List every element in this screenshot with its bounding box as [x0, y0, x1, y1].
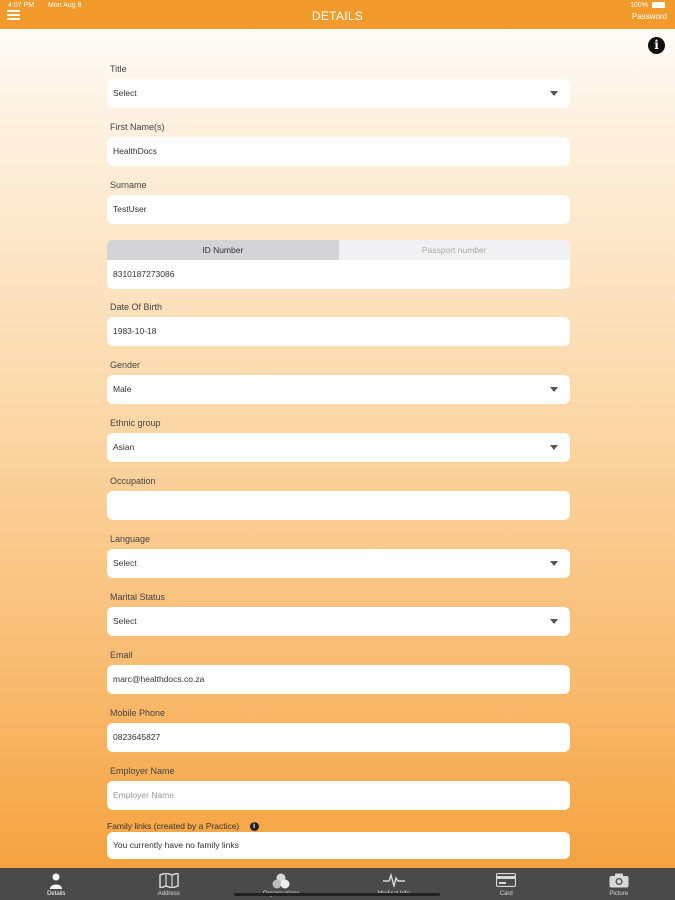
card-icon — [496, 873, 516, 887]
marital-status-select[interactable] — [107, 607, 570, 636]
home-indicator — [234, 893, 440, 896]
person-icon — [49, 873, 63, 889]
tab-details[interactable] — [0, 868, 113, 900]
title-select[interactable] — [107, 79, 570, 108]
tab-label: Picture — [609, 891, 629, 897]
employer-name-label: Employer Name — [110, 766, 175, 776]
chevron-down-icon — [550, 619, 558, 624]
title-label: Title — [110, 64, 127, 74]
email-label: Email — [110, 650, 133, 660]
family-links-box: You currently have no family links — [107, 832, 570, 859]
gender-label: Gender — [110, 360, 141, 370]
heartbeat-icon — [383, 873, 405, 887]
family-links-info-icon[interactable]: i — [250, 822, 259, 831]
battery-percent: 100% — [630, 2, 649, 9]
battery-icon — [652, 2, 665, 8]
family-links-label — [107, 821, 259, 831]
tab-passport-number[interactable]: Passport number — [339, 240, 571, 260]
mobile-phone-label: Mobile Phone — [110, 708, 166, 718]
marital-status-label: Marital Status — [110, 592, 166, 602]
language-select-value: Select — [113, 558, 137, 568]
email-field[interactable]: marc@healthdocs.co.za — [107, 665, 570, 694]
tab-address[interactable] — [113, 868, 226, 900]
chevron-down-icon — [550, 91, 558, 96]
status-right — [630, 1, 665, 11]
language-label: Language — [110, 534, 151, 544]
dob-field[interactable]: 1983-10-18 — [107, 317, 570, 346]
first-names-label: First Name(s) — [110, 122, 165, 132]
chevron-down-icon — [550, 387, 558, 392]
ethnic-group-select[interactable] — [107, 433, 570, 462]
status-date: Mon Aug 8 — [48, 2, 82, 9]
family-links-label-text: Family links (created by a Practice) — [107, 821, 240, 831]
chevron-down-icon — [550, 561, 558, 566]
tab-label: Address — [157, 891, 180, 897]
dob-label: Date Of Birth — [110, 302, 163, 312]
page-title: DETAILS — [311, 9, 364, 23]
camera-icon — [609, 873, 629, 888]
mobile-phone-field[interactable]: 0823645827 — [107, 723, 570, 752]
map-icon — [159, 873, 179, 888]
employer-name-field[interactable]: Employer Name — [107, 781, 570, 810]
surname-field[interactable]: TestUser — [107, 195, 570, 224]
first-names-field[interactable]: HealthDocs — [107, 137, 570, 166]
ethnic-group-select-value: Asian — [113, 442, 135, 452]
gender-select-value: Male — [113, 384, 132, 394]
tab-card[interactable] — [450, 868, 563, 900]
tab-id-number[interactable]: ID Number — [107, 240, 339, 260]
status-time: 4:07 PM — [8, 2, 35, 9]
surname-label: Surname — [110, 180, 147, 190]
chevron-down-icon — [550, 445, 558, 450]
id-number-field[interactable]: 8310187273086 — [107, 260, 570, 289]
language-select[interactable] — [107, 549, 570, 578]
occupation-field[interactable] — [107, 491, 570, 520]
id-type-segmented-control — [107, 240, 570, 260]
password-link[interactable]: Password — [631, 12, 667, 21]
status-bar — [0, 0, 675, 10]
ethnic-group-label: Ethnic group — [110, 418, 161, 428]
tab-label: Card — [499, 891, 513, 897]
organisations-icon — [272, 873, 290, 889]
tab-label: Details — [47, 891, 66, 897]
marital-status-select-value: Select — [113, 616, 137, 626]
gender-select[interactable] — [107, 375, 570, 404]
tab-picture[interactable] — [563, 868, 675, 900]
title-select-value: Select — [113, 88, 137, 98]
occupation-label: Occupation — [110, 476, 156, 486]
info-icon[interactable]: i — [648, 37, 665, 54]
